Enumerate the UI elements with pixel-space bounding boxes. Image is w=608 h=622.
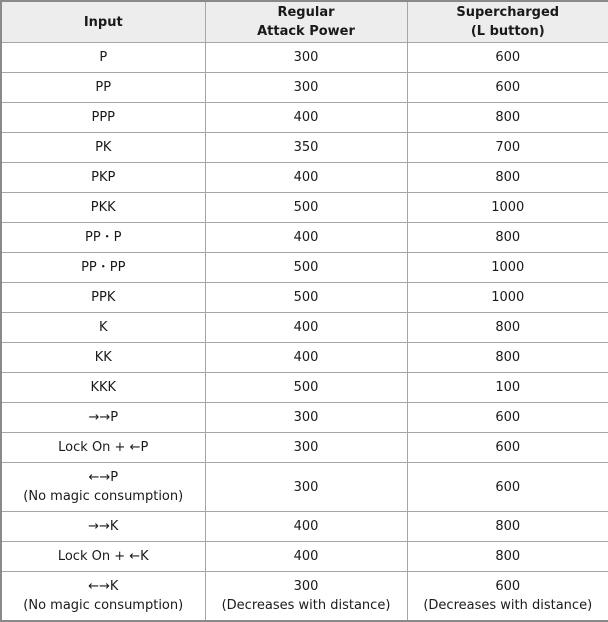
cell-regular: 400 xyxy=(205,542,407,572)
table-row xyxy=(1,512,608,542)
cell-input: P xyxy=(1,43,205,73)
header-regular: Regular Attack Power xyxy=(205,1,407,43)
cell-supercharged: 600 xyxy=(407,403,608,433)
header-input: Input xyxy=(1,1,205,43)
cell-input: PPK xyxy=(1,283,205,313)
table-row xyxy=(1,403,608,433)
cell-input: Lock On + ←K xyxy=(1,542,205,572)
table-row xyxy=(1,103,608,133)
cell-input: ←→K (No magic consumption) xyxy=(1,572,205,622)
cell-regular: 400 xyxy=(205,313,407,343)
cell-input: KKK xyxy=(1,373,205,403)
cell-input: Lock On + ←P xyxy=(1,433,205,463)
cell-input: →→P xyxy=(1,403,205,433)
cell-input: KK xyxy=(1,343,205,373)
cell-regular: 300 xyxy=(205,403,407,433)
cell-regular: 400 xyxy=(205,343,407,373)
cell-supercharged: 800 xyxy=(407,512,608,542)
cell-regular: 300 xyxy=(205,463,407,512)
table-row xyxy=(1,373,608,403)
cell-supercharged: 600 xyxy=(407,43,608,73)
cell-regular: 400 xyxy=(205,512,407,542)
table-row xyxy=(1,43,608,73)
cell-input: →→K xyxy=(1,512,205,542)
cell-regular: 400 xyxy=(205,163,407,193)
cell-input-note: (No magic consumption) xyxy=(2,487,205,506)
cell-input: PKP xyxy=(1,163,205,193)
cell-input: PPP xyxy=(1,103,205,133)
cell-input-note: (No magic consumption) xyxy=(2,596,205,615)
cell-regular: 400 xyxy=(205,103,407,133)
cell-input: PP・P xyxy=(1,223,205,253)
header-row xyxy=(1,1,608,43)
cell-supercharged: 1000 xyxy=(407,283,608,313)
table-row xyxy=(1,542,608,572)
table-row xyxy=(1,163,608,193)
cell-supercharged: 800 xyxy=(407,223,608,253)
cell-input: ←→P (No magic consumption) xyxy=(1,463,205,512)
table-row xyxy=(1,343,608,373)
cell-supercharged-note: (Decreases with distance) xyxy=(408,596,608,615)
header-supercharged: Supercharged (L button) xyxy=(407,1,608,43)
cell-supercharged: 600 xyxy=(407,433,608,463)
cell-regular: 300 (Decreases with distance) xyxy=(205,572,407,622)
cell-supercharged: 600 xyxy=(407,73,608,103)
cell-supercharged: 1000 xyxy=(407,253,608,283)
cell-supercharged: 800 xyxy=(407,313,608,343)
table-row xyxy=(1,463,608,512)
cell-supercharged: 800 xyxy=(407,343,608,373)
cell-input: PK xyxy=(1,133,205,163)
cell-supercharged: 700 xyxy=(407,133,608,163)
cell-supercharged: 800 xyxy=(407,103,608,133)
cell-input: PP・PP xyxy=(1,253,205,283)
cell-regular: 350 xyxy=(205,133,407,163)
cell-supercharged: 600 xyxy=(407,463,608,512)
table-row xyxy=(1,283,608,313)
cell-input: PKK xyxy=(1,193,205,223)
cell-supercharged: 600 (Decreases with distance) xyxy=(407,572,608,622)
cell-supercharged: 800 xyxy=(407,163,608,193)
table-row xyxy=(1,253,608,283)
cell-regular: 500 xyxy=(205,373,407,403)
table-row xyxy=(1,133,608,163)
table-row xyxy=(1,73,608,103)
cell-supercharged: 800 xyxy=(407,542,608,572)
table-row xyxy=(1,572,608,622)
cell-regular: 500 xyxy=(205,193,407,223)
table-row xyxy=(1,223,608,253)
cell-regular: 400 xyxy=(205,223,407,253)
cell-regular: 500 xyxy=(205,283,407,313)
cell-regular: 300 xyxy=(205,433,407,463)
table-row xyxy=(1,433,608,463)
cell-regular: 300 xyxy=(205,73,407,103)
cell-regular-note: (Decreases with distance) xyxy=(206,596,407,615)
cell-regular: 500 xyxy=(205,253,407,283)
cell-supercharged: 1000 xyxy=(407,193,608,223)
cell-input: K xyxy=(1,313,205,343)
table-row xyxy=(1,313,608,343)
cell-supercharged: 100 xyxy=(407,373,608,403)
table-row xyxy=(1,193,608,223)
cell-input: PP xyxy=(1,73,205,103)
cell-regular: 300 xyxy=(205,43,407,73)
